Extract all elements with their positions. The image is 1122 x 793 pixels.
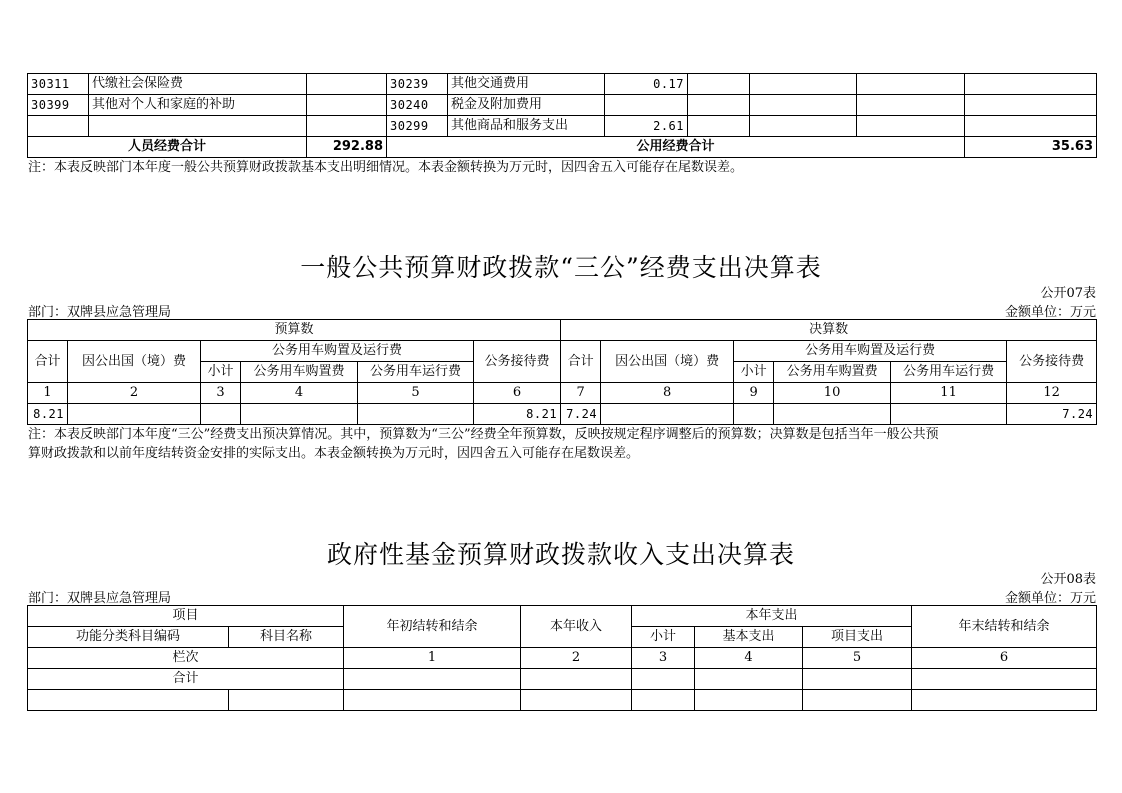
econ-code: [28, 116, 89, 137]
header-begin-balance: 年初结转和结余: [344, 606, 521, 648]
econ-name: 其他对个人和家庭的补助: [89, 95, 307, 116]
header-item: 项目: [28, 606, 344, 627]
col-num: 3: [632, 648, 695, 669]
col-num: 9: [734, 383, 774, 404]
col-num: 3: [201, 383, 241, 404]
header-func-code: 功能分类科目编码: [28, 627, 229, 648]
econ-code: 30399: [28, 95, 89, 116]
header-total: 合计: [28, 341, 68, 383]
econ-name: 其他交通费用: [448, 74, 605, 95]
econ-name: 其他商品和服务支出: [448, 116, 605, 137]
header-subtotal: 小计: [734, 362, 774, 383]
col-num: 7: [561, 383, 601, 404]
table-row: [28, 74, 1097, 95]
table2-code: 公开07表: [1040, 286, 1096, 301]
header-subtotal: 小计: [201, 362, 241, 383]
econ-code: 30240: [387, 95, 448, 116]
table3-unit: 金额单位：万元: [1004, 591, 1096, 606]
header-reception: 公务接待费: [1007, 341, 1097, 383]
table2-unit: 金额单位：万元: [1004, 305, 1096, 320]
table3-dept: 部门：双牌县应急管理局: [28, 591, 172, 606]
econ-value: 2.61: [605, 116, 688, 137]
column-number-row: [28, 383, 1097, 404]
table2-title: 一般公共预算财政拨款“三公”经费支出决算表: [300, 253, 822, 282]
econ-name: [89, 116, 307, 137]
total-row: [28, 137, 1097, 158]
col-num: 6: [474, 383, 561, 404]
header-income: 本年收入: [521, 606, 632, 648]
header-car-buy: 公务用车购置费: [774, 362, 891, 383]
total-personnel-label: 人员经费合计: [28, 137, 307, 158]
header-abroad: 因公出国（境）费: [601, 341, 734, 383]
budget-header: 预算数: [28, 320, 561, 341]
total-personnel-value: 292.88: [307, 137, 387, 158]
final-reception-value: 7.24: [1007, 404, 1097, 425]
econ-name: 税金及附加费用: [448, 95, 605, 116]
total-label: 合计: [28, 669, 344, 690]
header-project: 项目支出: [803, 627, 912, 648]
header-expense: 本年支出: [632, 606, 912, 627]
header-abroad: 因公出国（境）费: [68, 341, 201, 383]
budget-reception-value: 8.21: [474, 404, 561, 425]
column-number-row: [28, 648, 1097, 669]
col-num: 2: [521, 648, 632, 669]
basic-expense-table: [27, 73, 1097, 158]
header-reception: 公务接待费: [474, 341, 561, 383]
header-car: 公务用车购置及运行费: [201, 341, 474, 362]
econ-value: [307, 95, 387, 116]
col-num: 12: [1007, 383, 1097, 404]
col-num: 4: [241, 383, 358, 404]
final-total-value: 7.24: [561, 404, 601, 425]
header-car-buy: 公务用车购置费: [241, 362, 358, 383]
three-public-expense-table: [27, 319, 1097, 425]
col-num: 4: [695, 648, 803, 669]
value-row: [28, 404, 1097, 425]
econ-value: [307, 74, 387, 95]
header-total: 合计: [561, 341, 601, 383]
table-row: [28, 116, 1097, 137]
gov-fund-table: [27, 605, 1097, 711]
header-car: 公务用车购置及运行费: [734, 341, 1007, 362]
col-label: 栏次: [28, 648, 344, 669]
col-num: 1: [344, 648, 521, 669]
col-num: 5: [358, 383, 474, 404]
col-num: 11: [891, 383, 1007, 404]
col-num: 2: [68, 383, 201, 404]
table3-title: 政府性基金预算财政拨款收入支出决算表: [326, 540, 795, 569]
header-car-run: 公务用车运行费: [358, 362, 474, 383]
table-row: [28, 690, 1097, 711]
final-header: 决算数: [561, 320, 1097, 341]
budget-total-value: 8.21: [28, 404, 68, 425]
total-row: [28, 669, 1097, 690]
table3-code: 公开08表: [1040, 572, 1096, 587]
header-subtotal: 小计: [632, 627, 695, 648]
total-public-value: 35.63: [965, 137, 1097, 158]
econ-value: [307, 116, 387, 137]
econ-value: [605, 95, 688, 116]
header-basic: 基本支出: [695, 627, 803, 648]
table-row: [28, 95, 1097, 116]
header-subject-name: 科目名称: [229, 627, 344, 648]
col-num: 5: [803, 648, 912, 669]
col-num: 6: [912, 648, 1097, 669]
econ-code: 30239: [387, 74, 448, 95]
col-num: 8: [601, 383, 734, 404]
econ-name: 代缴社会保险费: [89, 74, 307, 95]
col-num: 10: [774, 383, 891, 404]
header-end-balance: 年末结转和结余: [912, 606, 1097, 648]
table2-dept: 部门：双牌县应急管理局: [28, 305, 172, 320]
econ-value: 0.17: [605, 74, 688, 95]
col-num: 1: [28, 383, 68, 404]
econ-code: 30299: [387, 116, 448, 137]
econ-code: 30311: [28, 74, 89, 95]
table1-note: 注：本表反映部门本年度一般公共预算财政拨款基本支出明细情况。本表金额转换为万元时，因四舍五入可能存在尾数误差。: [28, 160, 744, 175]
table2-note-line2: 算财政拨款和以前年度结转资金安排的实际支出。本表金额转换为万元时，因四舍五入可能存在尾数误差。: [28, 446, 640, 461]
total-public-label: 公用经费合计: [387, 137, 965, 158]
header-car-run: 公务用车运行费: [891, 362, 1007, 383]
table2-note-line1: 注：本表反映部门本年度“三公”经费支出预决算情况。其中，预算数为“三公”经费全年预算数，反映按规定程序调整后的预算数；决算数是包括当年一般公共预: [28, 427, 939, 442]
